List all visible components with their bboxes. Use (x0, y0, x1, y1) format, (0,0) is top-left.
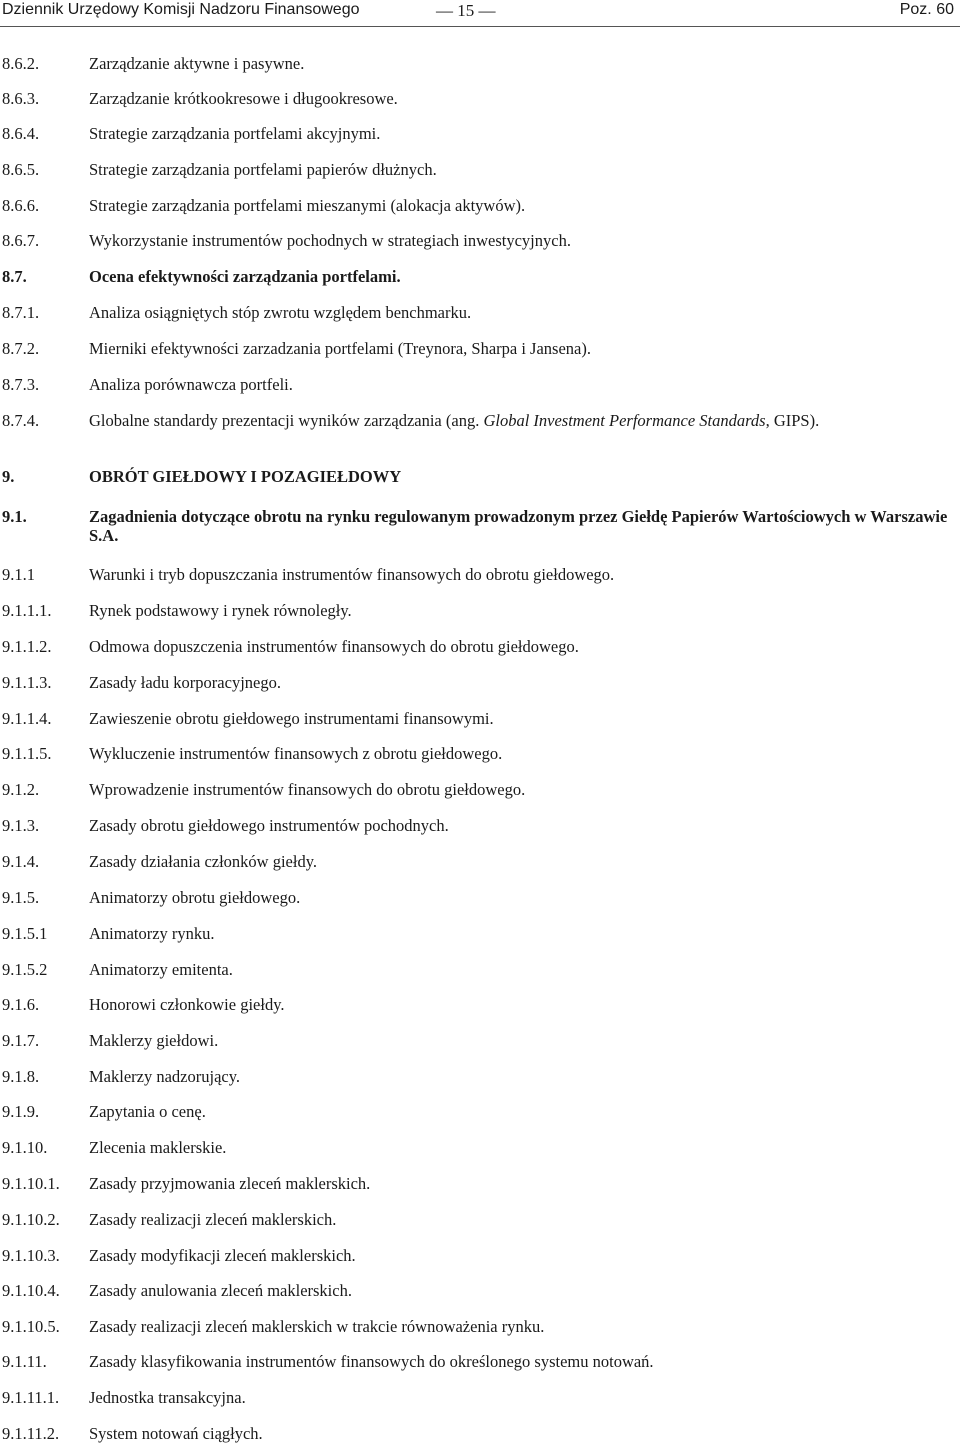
item-text: Honorowi członkowie giełdy. (89, 995, 285, 1014)
item-number: 8.7.3. (2, 375, 40, 394)
item-number: 9.1.5. (2, 888, 40, 907)
item-text: Odmowa dopuszczenia instrumentów finansowych do obrotu giełdowego. (89, 637, 579, 656)
item-text: Zlecenia maklerskie. (89, 1138, 227, 1157)
item-text: Strategie zarządzania portfelami akcyjnymi. (89, 124, 381, 143)
item-text: Maklerzy nadzorujący. (89, 1067, 241, 1086)
item-text: Analiza osiągniętych stóp zwrotu względem benchmarku. (89, 303, 472, 322)
item-number: 8.6.3. (2, 89, 40, 108)
item-text: Ocena efektywności zarządzania portfelami. (89, 267, 401, 286)
item-text: Zasady modyfikacji zleceń maklerskich. (89, 1246, 356, 1265)
item-number: 8.6.6. (2, 196, 40, 215)
item-text: Zasady ładu korporacyjnego. (89, 673, 281, 692)
item-number: 9.1.5.2 (2, 960, 48, 979)
item-text: Zagadnienia dotyczące obrotu na rynku regulowanym prowadzonym przez Giełdę Papierów Wartościowych w Warszawie S.A. (89, 507, 948, 545)
item-number: 9.1. (2, 507, 27, 526)
item-number: 9.1.6. (2, 995, 40, 1014)
item-number: 8.6.5. (2, 160, 40, 179)
item-text: Wykorzystanie instrumentów pochodnych w strategiach inwestycyjnych. (89, 231, 571, 250)
page-number: — 15 — (436, 1, 496, 20)
item-text (89, 411, 819, 430)
item-text-part: Globalne standardy prezentacji wyników zarządzania (ang. (89, 411, 484, 430)
item-number: 8.6.7. (2, 231, 40, 250)
item-text: Wykluczenie instrumentów finansowych z obrotu giełdowego. (89, 744, 503, 763)
item-number: 9.1.1.5. (2, 744, 52, 763)
item-number: 9.1.1.3. (2, 673, 52, 692)
item-text: Zasady realizacji zleceń maklerskich w trakcie równoważenia rynku. (89, 1317, 545, 1336)
item-text: Zarządzanie aktywne i pasywne. (89, 54, 305, 73)
item-text: System notowań ciągłych. (89, 1424, 263, 1443)
item-number: 9.1.11. (2, 1352, 47, 1371)
item-text: Animatorzy obrotu giełdowego. (89, 888, 301, 907)
item-text: Zapytania o cenę. (89, 1102, 206, 1121)
page-header (0, 0, 960, 27)
item-text: Zasady anulowania zleceń maklerskich. (89, 1281, 352, 1300)
item-number: 9.1.5.1 (2, 924, 48, 943)
item-number: 9.1.11.1. (2, 1388, 60, 1407)
item-number: 9.1.1.1. (2, 601, 52, 620)
item-number: 9.1.7. (2, 1031, 40, 1050)
item-number: 8.6.4. (2, 124, 40, 143)
item-text: Zasady działania członków giełdy. (89, 852, 318, 871)
item-number: 9.1.10. (2, 1138, 48, 1157)
item-text: Zarządzanie krótkookresowe i długookresowe. (89, 89, 398, 108)
item-number: 8.7.1. (2, 303, 40, 322)
item-text: OBRÓT GIEŁDOWY I POZAGIEŁDOWY (89, 467, 402, 486)
item-number: 9.1.2. (2, 780, 40, 799)
item-number: 9.1.10.3. (2, 1246, 60, 1265)
item-text: Zasady realizacji zleceń maklerskich. (89, 1210, 337, 1229)
item-number: 9.1.8. (2, 1067, 40, 1086)
item-text: Rynek podstawowy i rynek równoległy. (89, 601, 352, 620)
item-text: Mierniki efektywności zarzadzania portfelami (Treynora, Sharpa i Jansena). (89, 339, 591, 358)
journal-title: Dziennik Urzędowy Komisji Nadzoru Finansowego (2, 1, 360, 18)
item-text: Strategie zarządzania portfelami mieszanymi (alokacja aktywów). (89, 196, 526, 215)
item-text: Zasady przyjmowania zleceń maklerskich. (89, 1174, 371, 1193)
item-number: 8.7. (2, 267, 27, 286)
item-number: 9.1.10.4. (2, 1281, 60, 1300)
item-text: Animatorzy rynku. (89, 924, 215, 943)
item-text: Zasady klasyfikowania instrumentów finansowych do określonego systemu notowań. (89, 1352, 654, 1371)
item-text: Warunki i tryb dopuszczania instrumentów finansowych do obrotu giełdowego. (89, 565, 615, 584)
position-number: Poz. 60 (899, 1, 954, 18)
item-text: Strategie zarządzania portfelami papierów dłużnych. (89, 160, 437, 179)
item-number: 9.1.10.2. (2, 1210, 60, 1229)
item-text: Animatorzy emitenta. (89, 960, 233, 979)
item-number: 9.1.1 (2, 565, 35, 584)
item-text-italic: Global Investment Performance Standards (483, 411, 766, 430)
item-number: 8.7.4. (2, 411, 40, 430)
item-text: Jednostka transakcyjna. (89, 1388, 246, 1407)
item-number: 9.1.9. (2, 1102, 40, 1121)
item-number: 9.1.1.4. (2, 709, 52, 728)
item-text: Zawieszenie obrotu giełdowego instrumentami finansowymi. (89, 709, 494, 728)
item-number: 9.1.10.1. (2, 1174, 60, 1193)
item-number: 8.7.2. (2, 339, 40, 358)
item-number: 9.1.4. (2, 852, 40, 871)
item-text-part: , GIPS). (765, 411, 820, 430)
item-text: Analiza porównawcza portfeli. (89, 375, 293, 394)
item-number: 9.1.3. (2, 816, 40, 835)
item-text: Zasady obrotu giełdowego instrumentów pochodnych. (89, 816, 449, 835)
item-number: 9.1.11.2. (2, 1424, 60, 1443)
item-text: Maklerzy giełdowi. (89, 1031, 219, 1050)
item-number: 8.6.2. (2, 54, 40, 73)
item-text: Wprowadzenie instrumentów finansowych do obrotu giełdowego. (89, 780, 526, 799)
item-number: 9. (2, 467, 15, 486)
item-number: 9.1.1.2. (2, 637, 52, 656)
item-number: 9.1.10.5. (2, 1317, 60, 1336)
